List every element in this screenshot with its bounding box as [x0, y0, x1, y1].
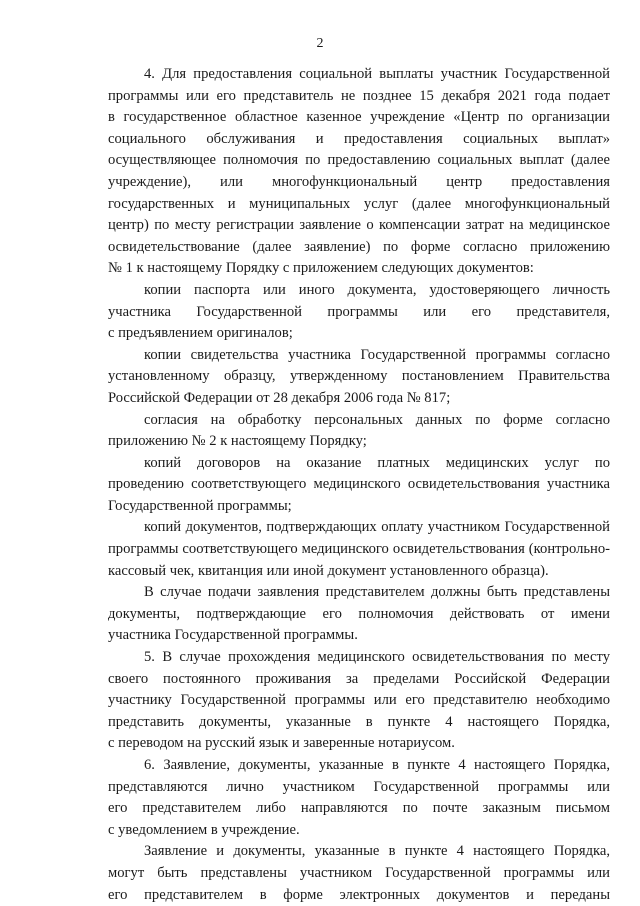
- text-line: представить документы, указанные в пункте 4 настоящего Порядка,: [108, 713, 610, 730]
- text-line: могут быть представлены участником Государственной программы или: [108, 864, 610, 881]
- text-line: В случае подачи заявления представителем должны быть представлены: [144, 584, 610, 601]
- text-line: документы, подтверждающие его полномочия действовать от имени: [108, 605, 610, 622]
- document-body: [108, 64, 610, 906]
- text-line: его представителем в форме электронных документов и переданы: [108, 886, 610, 903]
- text-line: с переводом на русский язык и заверенные нотариусом.: [108, 735, 455, 752]
- text-line: установленному образцу, утвержденному постановлением Правительства: [108, 368, 610, 385]
- text-line: кассовый чек, квитанция или иной документ установленного образца).: [108, 562, 549, 579]
- text-line: копий договоров на оказание платных медицинских услуг по: [144, 454, 610, 471]
- text-line: Российской Федерации от 28 декабря 2006 года № 817;: [108, 389, 451, 406]
- text-line: осуществляющее полномочия по предоставлению социальных выплат (далее: [108, 152, 610, 169]
- text-line: центр) по месту регистрации заявление о компенсации затрат на медицинское: [108, 217, 610, 234]
- text-line: участнику Государственной программы или его представителю необходимо: [108, 692, 610, 709]
- text-line: социального обслуживания и предоставления социальных выплат»: [108, 130, 610, 147]
- text-line: с уведомлением в учреждение.: [108, 821, 300, 838]
- text-line: Государственной программы;: [108, 497, 292, 514]
- text-line: копии свидетельства участника Государственной программы согласно: [144, 346, 610, 363]
- page-number: 2: [316, 36, 324, 51]
- text-line: программы или его представитель не позднее 15 декабря 2021 года подает: [108, 87, 610, 104]
- text-line: приложению № 2 к настоящему Порядку;: [108, 433, 367, 450]
- text-line: в государственное областное казенное учреждение «Центр по организации: [108, 109, 610, 126]
- text-line: 6. Заявление, документы, указанные в пункте 4 настоящего Порядка,: [144, 757, 610, 773]
- text-line: участника Государственной программы.: [108, 627, 358, 644]
- text-line: копии паспорта или иного документа, удостоверяющего личность: [144, 281, 610, 298]
- text-line: представляются лично участником Государственной программы или: [108, 778, 610, 795]
- text-line: государственных и муниципальных услуг (далее многофункциональный: [108, 195, 610, 212]
- text-line: Заявление и документы, указанные в пункте 4 настоящего Порядка,: [144, 843, 610, 860]
- text-line: с предъявлением оригиналов;: [108, 325, 293, 342]
- text-line: 5. В случае прохождения медицинского освидетельствования по месту: [144, 649, 610, 666]
- text-line: освидетельствование (далее заявление) по форме согласно приложению: [108, 238, 610, 255]
- text-line: проведению соответствующего медицинского освидетельствования участника: [108, 476, 610, 493]
- text-line: своего постоянного проживания за пределами Российской Федерации: [108, 670, 610, 687]
- text-line: копий документов, подтверждающих оплату участником Государственной: [144, 519, 610, 536]
- text-line: его представителем либо направляются по почте заказным письмом: [108, 800, 610, 817]
- text-line: № 1 к настоящему Порядку с приложением следующих документов:: [108, 260, 534, 277]
- text-line: участника Государственной программы или его представителя,: [108, 303, 610, 320]
- text-line: программы соответствующего медицинского освидетельствования (контрольно-: [108, 541, 610, 558]
- text-line: учреждение), или многофункциональный центр предоставления: [108, 173, 610, 190]
- text-line: 4. Для предоставления социальной выплаты участник Государственной: [144, 66, 610, 82]
- text-line: согласия на обработку персональных данных по форме согласно: [144, 411, 610, 428]
